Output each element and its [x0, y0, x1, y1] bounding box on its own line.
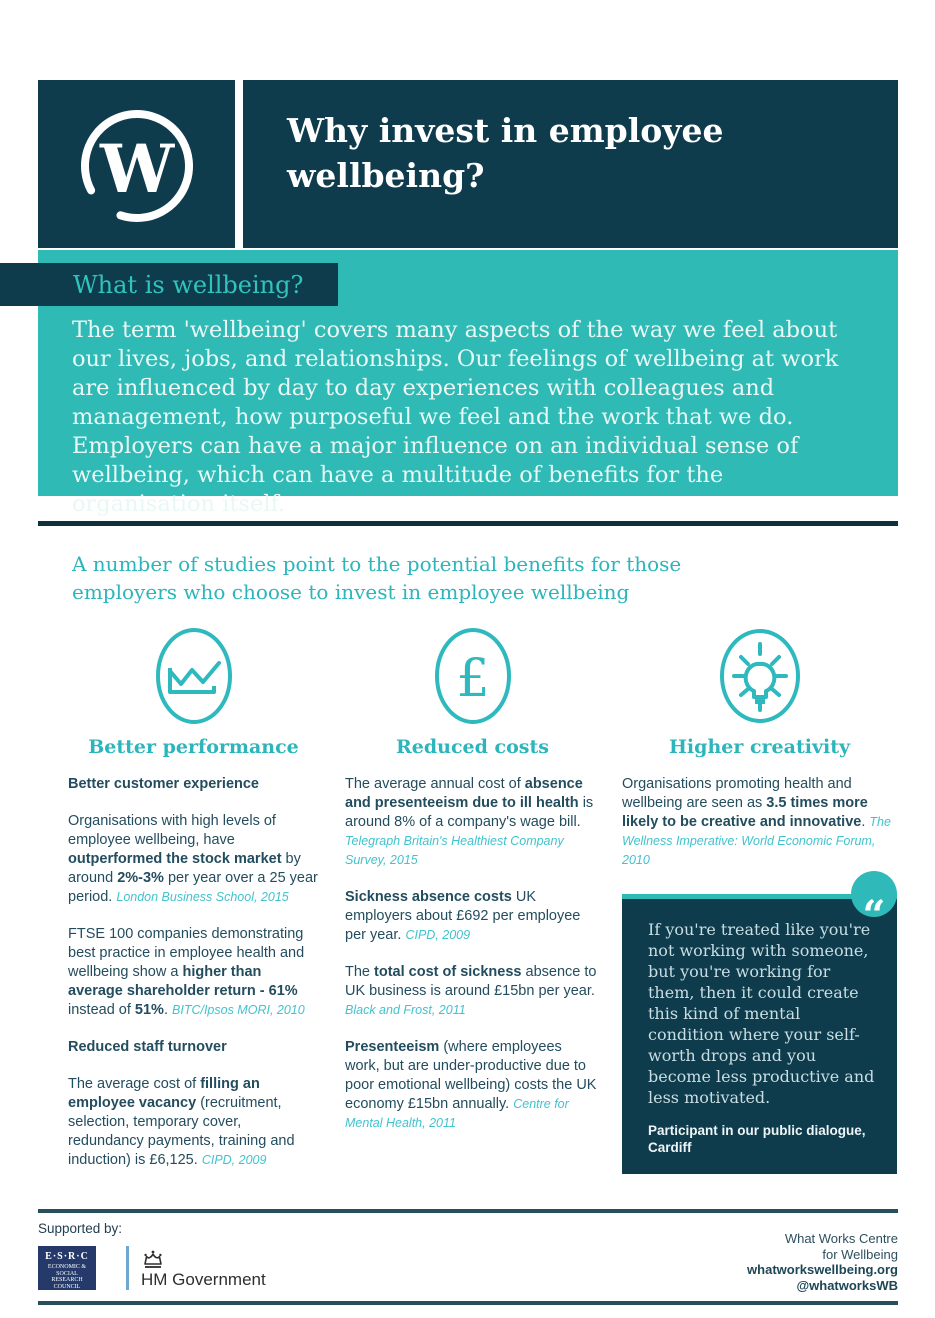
icon-wrap	[622, 626, 897, 730]
footer-right-line: whatworkswellbeing.org	[747, 1262, 898, 1277]
column-body	[622, 775, 897, 870]
column-body	[345, 775, 600, 1133]
column-paragraph: Sickness absence costs UK employers about £692 per employee per year. CIPD, 2009	[345, 889, 581, 943]
footer-bottom-rule	[38, 1301, 898, 1305]
column-paragraph: The total cost of sickness absence to UK business is around £15bn per year. Black and Frost, 2011	[345, 964, 597, 1017]
column-paragraph: Presenteeism (where employees work, but are under-productive due to poor emotional wellbeing) costs the UK economy £15bn annually. Centre for Mental Health, 2011	[345, 1039, 597, 1130]
what-is-wellbeing-section	[38, 250, 898, 517]
section-label: What is wellbeing?	[73, 270, 304, 299]
citation: Telegraph Britain's Healthiest Company Survey, 2015	[345, 834, 564, 867]
column-paragraph: Organisations with high levels of employee wellbeing, have outperformed the stock market by around 2%-3% per year over a 25 year period. London Business School, 2015	[68, 813, 318, 905]
logo-box	[38, 80, 235, 248]
esrc-acronym: E·S·R·C	[45, 1251, 89, 1262]
supported-by-label: Supported by:	[38, 1221, 123, 1236]
logo-divider	[126, 1246, 129, 1290]
icon-wrap	[68, 626, 319, 730]
sponsor-logos	[38, 1246, 266, 1290]
wellbeing-definition-text: The term 'wellbeing' covers many aspects of the way we feel about our lives, jobs, and relationships. Our feelings of wellbeing at work are influenced by day to day experiences with colleagues and management, how purposeful we feel and the work that we do. Employers can have a major influence on an individual sense of wellbeing, which can have a multitude of benefits for the organisation itself.	[72, 317, 839, 517]
benefits-columns	[38, 626, 898, 1188]
logo-letter: W	[99, 130, 174, 208]
title-box	[243, 80, 898, 248]
quote-box	[622, 894, 897, 1174]
lightbulb-icon	[714, 626, 806, 726]
column-heading: Higher creativity	[668, 736, 851, 758]
citation: CIPD, 2009	[201, 1153, 267, 1167]
quote-mark-icon	[851, 871, 897, 917]
footer	[38, 1209, 898, 1305]
header	[38, 80, 898, 248]
column-better-performance	[38, 626, 325, 1188]
footer-right-line: What Works Centre	[784, 1231, 898, 1246]
footer-right	[747, 1219, 898, 1293]
what-works-logo-icon	[73, 100, 201, 228]
column-paragraph: The average cost of filling an employee vacancy (recruitment, selection, temporary cover, redundancy payments, training and induction) is £6,125. CIPD, 2009	[68, 1076, 295, 1168]
column-reduced-costs	[325, 626, 612, 1188]
studies-intro-text: A number of studies point to the potential benefits for those employers who choose to invest in employee wellbeing	[72, 552, 682, 604]
column-paragraph: FTSE 100 companies demonstrating best practice in employee health and wellbeing show a higher than average shareholder return - 61% instead of 51%. BITC/Ipsos MORI, 2010	[68, 926, 305, 1018]
hm-government-logo	[141, 1248, 266, 1290]
column-heading: Reduced costs	[396, 736, 549, 758]
citation: Black and Frost, 2011	[345, 1003, 466, 1017]
column-subheading: Reduced staff turnover	[68, 1039, 227, 1055]
section-label-box	[0, 263, 338, 306]
footer-right-line: for Wellbeing	[822, 1246, 898, 1262]
citation: Centre for Mental Health, 2011	[345, 1097, 569, 1130]
citation: CIPD, 2009	[405, 928, 471, 942]
column-higher-creativity	[612, 626, 898, 1188]
footer-right-line: @whatworksWB	[796, 1277, 898, 1293]
column-paragraph: The average annual cost of absence and presenteeism due to ill health is around 8% of a company's wage bill. Telegraph Britain's Healthiest Company Survey, 2015	[345, 776, 594, 867]
column-heading: Better performance	[88, 736, 299, 758]
esrc-logo	[38, 1246, 96, 1290]
page-title: Why invest in employee wellbeing?	[287, 111, 724, 195]
performance-chart-icon	[153, 626, 235, 726]
pound-symbol: £	[455, 649, 490, 709]
citation: BITC/Ipsos MORI, 2010	[172, 1003, 305, 1017]
citation: The Wellness Imperative: World Economic Forum, 2010	[622, 815, 891, 867]
crown-icon	[141, 1248, 165, 1270]
footer-left	[38, 1219, 266, 1293]
quote-attribution: Participant in our public dialogue, Cardiff	[648, 1123, 866, 1155]
column-paragraph: Organisations promoting health and wellbeing are seen as 3.5 times more likely to be creative and innovative. The Wellness Imperative: World Economic Forum, 2010	[622, 776, 891, 867]
quote-text: If you're treated like you're not working with someone, but you're working for them, then it could create this kind of mental condition where your self-worth drops and you become less productive and less motivated.	[648, 920, 875, 1107]
quote-mark-glyph: “	[862, 892, 886, 917]
column-subheading: Better customer experience	[68, 776, 259, 792]
hm-government-label: HM Government	[141, 1270, 266, 1289]
citation: London Business School, 2015	[116, 890, 289, 904]
esrc-name: ECONOMIC & SOCIAL RESEARCH COUNCIL	[47, 1264, 87, 1290]
column-body	[68, 775, 319, 1170]
pound-icon	[432, 626, 514, 726]
icon-wrap	[345, 626, 600, 730]
section-divider	[38, 521, 898, 526]
